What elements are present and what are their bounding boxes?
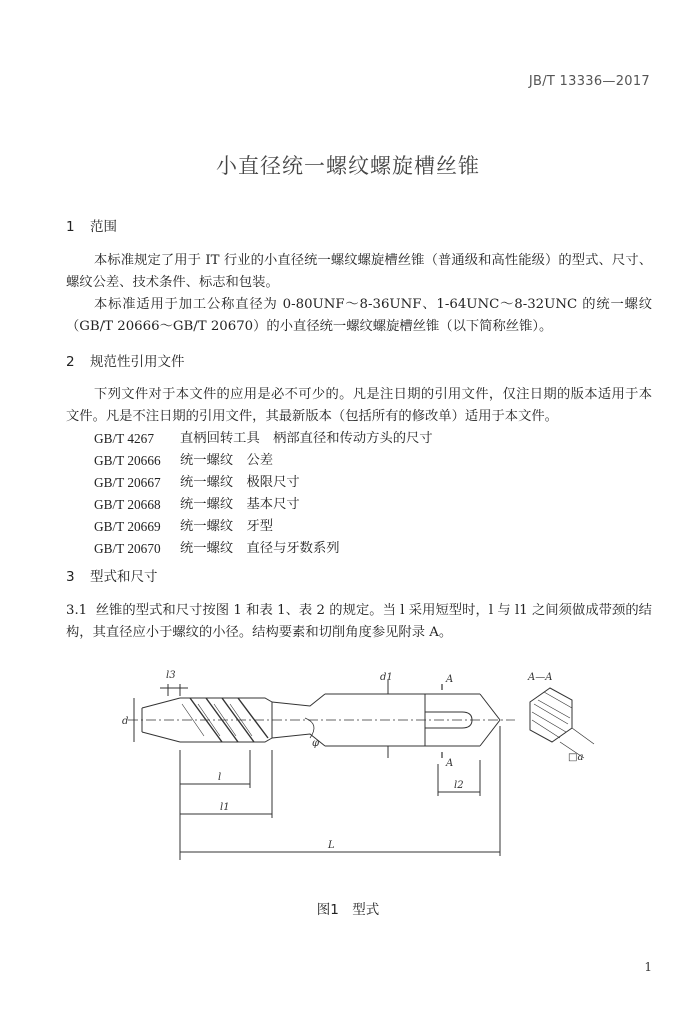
reference-title: 统一螺纹 极限尺寸 [180, 475, 300, 490]
section-3-heading [66, 565, 158, 585]
dimension-l3-line [160, 684, 188, 696]
reference-title: 直柄回转工具 柄部直径和传动方头的尺寸 [180, 431, 433, 446]
label-section-top: A [446, 674, 454, 685]
clause-text: 丝锥的型式和尺寸按图 1 和表 1、表 2 的规定。当 l 采用短型时，l 与 l1 之间须做成带颈的结构，其直径应小于螺纹的小径。结构要素和切削角度参见附录 A。 [66, 603, 652, 640]
reference-item [94, 516, 433, 538]
section-title: 型式和尺寸 [90, 569, 158, 585]
label-l: l [218, 772, 222, 783]
section-number: 1 [66, 219, 75, 235]
reference-item [94, 450, 433, 472]
angle-phi-leader [305, 718, 314, 738]
normative-reference-list [94, 428, 433, 560]
reference-item [94, 538, 433, 560]
section-1-paragraph-1: 本标准规定了用于 IT 行业的小直径统一螺纹螺旋槽丝锥（普通级和高性能级）的型式、尺寸、螺纹公差、技术条件、标志和包装。 [66, 253, 652, 290]
reference-title: 统一螺纹 公差 [180, 453, 274, 468]
section-1-paragraph-2: 本标准适用于加工公称直径为 0-80UNF～8-36UNF、1-64UNC～8-32UNC 的统一螺纹（GB/T 20666～GB/T 20670）的小直径统一螺纹螺旋槽丝锥（以下简称丝锥）。 [66, 297, 652, 334]
reference-title: 统一螺纹 直径与牙数系列 [180, 541, 340, 556]
reference-item [94, 494, 433, 516]
reference-title: 统一螺纹 牙型 [180, 519, 274, 534]
section-title: 规范性引用文件 [90, 354, 185, 370]
label-square-size: □a [568, 752, 584, 763]
section-1-heading [66, 215, 117, 235]
reference-item [94, 428, 433, 450]
section-2-heading [66, 350, 185, 370]
reference-code: GB/T 4267 [94, 431, 154, 446]
section-title: 范围 [90, 219, 117, 235]
label-l2: l2 [454, 780, 464, 791]
label-section-bottom: A [446, 758, 454, 769]
label-total-length: L [328, 840, 335, 851]
reference-code: GB/T 20667 [94, 475, 161, 490]
label-section-title: A—A [528, 672, 553, 683]
section-view-hatching [532, 692, 572, 738]
dimension-l-line [180, 750, 250, 860]
label-angle-phi: φ [312, 738, 320, 749]
section-number: 2 [66, 354, 75, 370]
standard-number: JB/T 13336—2017 [528, 74, 650, 89]
reference-code: GB/T 20670 [94, 541, 161, 556]
reference-code: GB/T 20668 [94, 497, 161, 512]
clause-number: 3.1 [66, 603, 88, 618]
page-number: 1 [644, 960, 652, 974]
reference-code: GB/T 20666 [94, 453, 161, 468]
figure-caption: 图1 型式 [316, 902, 380, 918]
reference-code: GB/T 20669 [94, 519, 161, 534]
label-l3: l3 [166, 670, 176, 681]
reference-item [94, 472, 433, 494]
label-d1: d1 [380, 672, 393, 683]
section-number: 3 [66, 569, 75, 585]
tap-drawing [120, 660, 620, 860]
document-title: 小直径统一螺纹螺旋槽丝锥 [216, 154, 480, 178]
clause-3-1 [66, 600, 652, 644]
reference-title: 统一螺纹 基本尺寸 [180, 497, 300, 512]
section-2-paragraph-1: 下列文件对于本文件的应用是必不可少的。凡是注日期的引用文件，仅注日期的版本适用于本文件。凡是不注日期的引用文件，其最新版本（包括所有的修改单）适用于本文件。 [66, 387, 652, 424]
label-l1: l1 [220, 802, 230, 813]
label-d: d [122, 716, 129, 727]
